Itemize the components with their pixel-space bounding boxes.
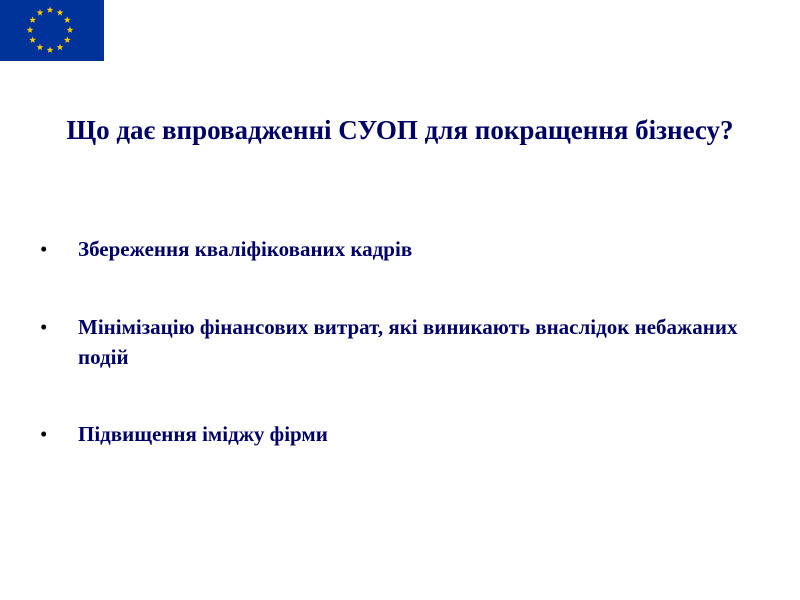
slide-title: Що дає впровадженні СУОП для покращення бізнесу?	[66, 115, 734, 145]
bullet-item	[40, 419, 740, 449]
bullet-marker: •	[40, 422, 48, 446]
eu-flag-logo	[0, 0, 104, 61]
bullet-item	[40, 234, 740, 264]
bullet-item	[40, 312, 740, 372]
bullet-text: Збереження кваліфікованих кадрів	[78, 237, 413, 261]
bullet-marker: •	[40, 315, 48, 339]
bullet-text: Підвищення іміджу фірми	[78, 422, 328, 446]
eu-flag-icon	[0, 0, 104, 61]
bullet-marker: •	[40, 237, 48, 261]
bullet-text: Мінімізацію фінансових витрат, які виникають внаслідок небажаних подій	[78, 315, 738, 369]
